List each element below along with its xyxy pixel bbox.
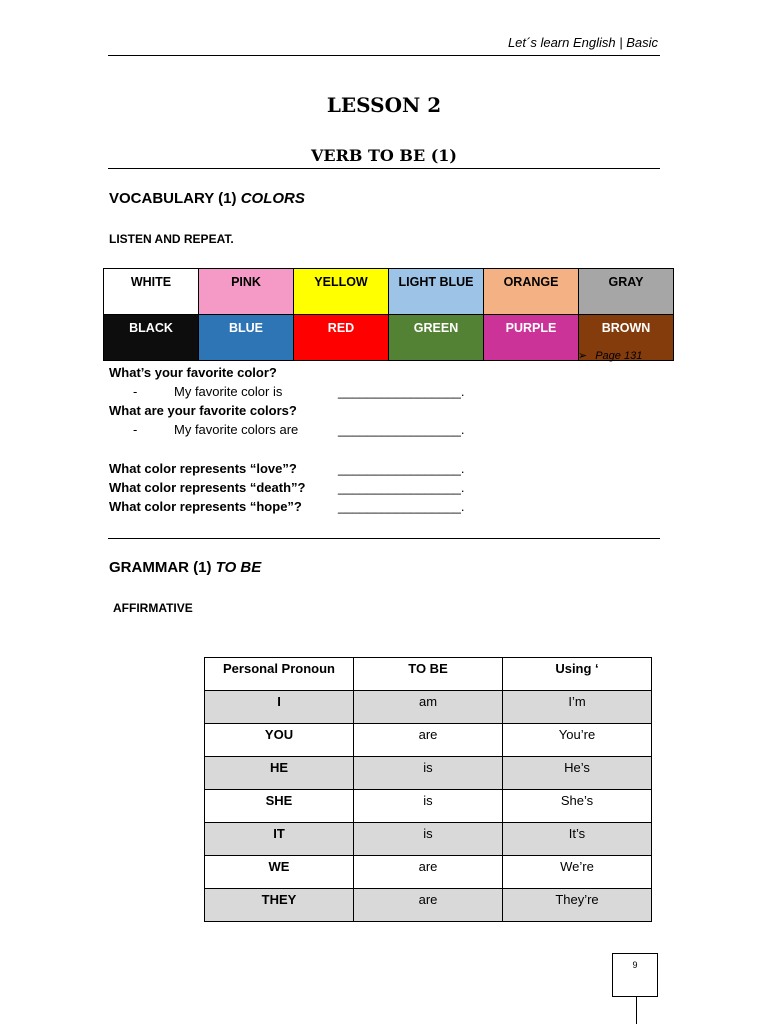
pronoun-cell: THEY [205, 889, 354, 922]
vocab-heading [109, 190, 305, 207]
contraction-cell: You’re [503, 724, 652, 757]
page-number-box [612, 953, 658, 997]
answer-bullet: - [133, 384, 138, 399]
column-header: Personal Pronoun [205, 658, 354, 691]
section-rule [108, 538, 660, 539]
page-number: 9 [632, 960, 638, 970]
answer-blank: _________________. [338, 422, 465, 437]
color-cell: BLUE [199, 315, 294, 361]
answer-favorite-color: My favorite color is [174, 384, 283, 399]
to-be-cell: is [354, 757, 503, 790]
to-be-cell: am [354, 691, 503, 724]
pronoun-cell: IT [205, 823, 354, 856]
contraction-cell: He’s [503, 757, 652, 790]
answer-blank: _________________. [338, 384, 465, 399]
table-row [205, 823, 652, 856]
color-cell: PINK [199, 269, 294, 315]
grammar-subheading: AFFIRMATIVE [113, 601, 193, 615]
vocab-heading-topic: COLORS [240, 190, 305, 207]
question-hope: What color represents “hope”? [109, 499, 302, 514]
table-row [205, 856, 652, 889]
color-cell: RED [294, 315, 389, 361]
color-cell: ORANGE [484, 269, 579, 315]
color-cell: BLACK [104, 315, 199, 361]
color-row [104, 269, 674, 315]
to-be-cell: are [354, 724, 503, 757]
page-reference-text: Page 131 [595, 350, 643, 362]
contraction-cell: It’s [503, 823, 652, 856]
page-number-connector [636, 996, 637, 1024]
color-cell: BROWN [579, 315, 674, 361]
table-header-row [205, 658, 652, 691]
pronoun-cell: YOU [205, 724, 354, 757]
pronoun-cell: I [205, 691, 354, 724]
grammar-heading-topic: TO BE [215, 559, 262, 576]
color-cell: YELLOW [294, 269, 389, 315]
question-love: What color represents “love”? [109, 461, 297, 476]
table-row [205, 691, 652, 724]
page-reference [578, 349, 642, 362]
grammar-heading [109, 559, 261, 576]
pronoun-cell: HE [205, 757, 354, 790]
table-row [205, 790, 652, 823]
question-favorite-color: What’s your favorite color? [109, 365, 277, 380]
answer-blank: _________________. [338, 480, 465, 495]
table-row [205, 889, 652, 922]
to-be-cell: is [354, 790, 503, 823]
running-header: Let´s learn English | Basic [507, 35, 658, 50]
table-row [205, 757, 652, 790]
pronoun-cell: WE [205, 856, 354, 889]
to-be-cell: are [354, 889, 503, 922]
column-header: Using ‘ [503, 658, 652, 691]
question-favorite-colors: What are your favorite colors? [109, 403, 297, 418]
lesson-title: LESSON 2 [326, 93, 442, 117]
vocab-instruction: LISTEN AND REPEAT. [109, 232, 234, 246]
grammar-heading-label: GRAMMAR (1) [109, 559, 212, 576]
color-table [103, 268, 674, 361]
to-be-cell: are [354, 856, 503, 889]
color-cell: GREEN [389, 315, 484, 361]
contraction-cell: I’m [503, 691, 652, 724]
vocab-heading-label: VOCABULARY (1) [109, 190, 237, 207]
question-death: What color represents “death”? [109, 480, 306, 495]
lesson-subtitle: VERB TO BE (1) [311, 146, 457, 165]
pronoun-cell: SHE [205, 790, 354, 823]
to-be-cell: is [354, 823, 503, 856]
contraction-cell: We’re [503, 856, 652, 889]
header-rule [108, 55, 660, 56]
color-cell: LIGHT BLUE [389, 269, 484, 315]
contraction-cell: She’s [503, 790, 652, 823]
contraction-cell: They’re [503, 889, 652, 922]
answer-favorite-colors: My favorite colors are [174, 422, 299, 437]
title-rule [108, 168, 660, 169]
answer-blank: _________________. [338, 461, 465, 476]
color-cell: PURPLE [484, 315, 579, 361]
column-header: TO BE [354, 658, 503, 691]
color-cell: GRAY [579, 269, 674, 315]
table-row [205, 724, 652, 757]
answer-bullet: - [133, 422, 138, 437]
answer-blank: _________________. [338, 499, 465, 514]
color-cell: WHITE [104, 269, 199, 315]
to-be-table [204, 657, 652, 922]
arrow-bullet-icon: ➢ [578, 350, 588, 362]
